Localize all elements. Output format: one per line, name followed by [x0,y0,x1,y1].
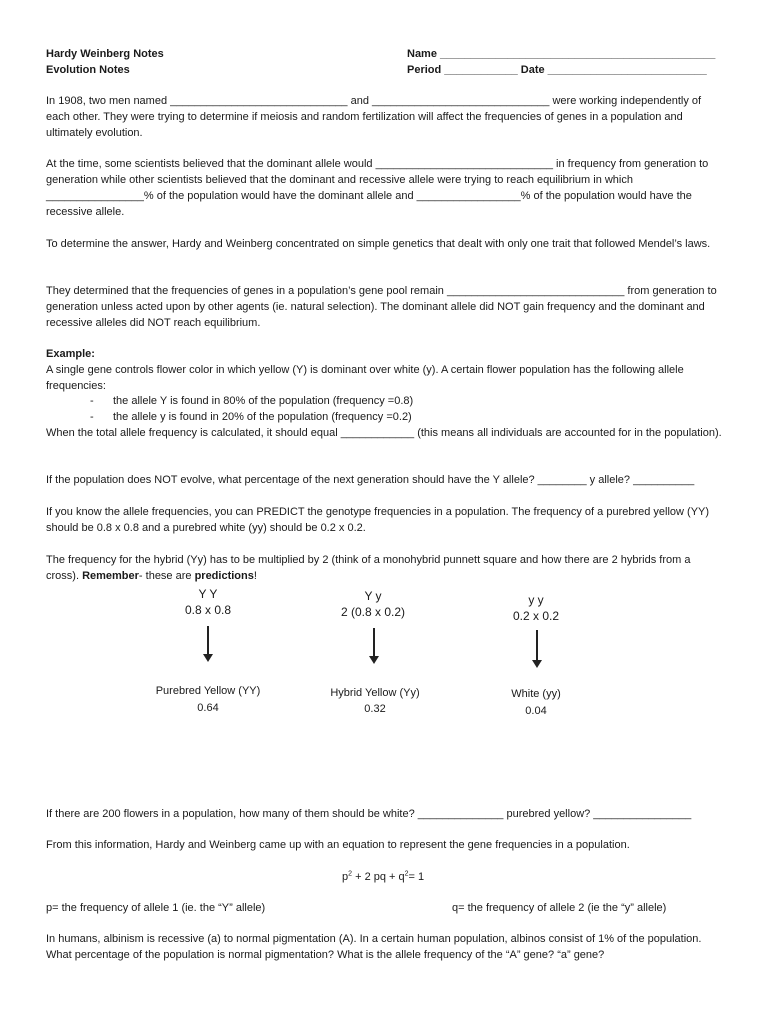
genotype-value-Yy: 0.32 [364,703,386,715]
equation-intro: From this information, Hardy and Weinberg came up with an equation to represent the gene frequencies in a population. [46,839,630,851]
bullet-allele-y: the allele y is found in 20% of the population (frequency =0.2) [113,411,412,423]
eq-p-squared: 2 [348,870,353,878]
genotype-calc-Yy: 2 (0.8 x 0.2) [340,605,406,619]
paragraph-history: In 1908, two men named _____________________________ and _____________________________ were working independently of each other. They were trying to determine if meiosis and random fertilization will affect the frequencies of genes in a population and ultimately evolution. [46,95,702,139]
p-definition: p= the frequency of allele 1 (ie. the “Y” allele) [46,902,266,914]
eq-q-squared: 2 [404,870,409,878]
eq-p: p [342,871,349,883]
question-next-generation: If the population does NOT evolve, what percentage of the next generation should have the Y allele? ________ y allele? __________ [46,474,695,486]
genotype-value-yy: 0.04 [525,705,547,717]
eq-mid: + 2 pq + q [352,871,405,883]
down-arrow-icon [201,626,215,662]
name-field-line: Name _____________________________________________ [407,48,716,60]
hybrid-text: The frequency for the hybrid (Yy) has to be multiplied by 2 (think of a monohybrid punnett square and how there are 2 hybrids from a cross). [46,554,691,582]
example-heading: Example: [46,348,95,360]
hardy-weinberg-equation [342,869,424,885]
period-date-field-line: Period ____________ Date __________________________ [407,64,707,76]
paragraph-method: To determine the answer, Hardy and Weinberg concentrated on simple genetics that dealt with only one trait that followed Mendel’s laws. [46,238,711,250]
q-definition: q= the frequency of allele 2 (ie the “y” allele) [452,902,667,914]
notes-title: Hardy Weinberg Notes [46,48,164,60]
these-are-text: - these are [138,570,195,582]
bullet-dash: - [90,395,94,407]
genotype-calc-yy: 0.2 x 0.2 [512,609,560,623]
down-arrow-icon [530,630,544,668]
exclamation: ! [253,570,257,582]
notes-subtitle: Evolution Notes [46,64,130,76]
bullet-allele-Y: the allele Y is found in 80% of the population (frequency =0.8) [113,395,414,407]
genotype-alleles-Yy: Y y [364,589,382,603]
total-frequency-text: When the total allele frequency is calculated, it should equal ____________ (this means all individuals are accounted for in the population). [46,427,722,439]
eq-end: = 1 [408,871,425,883]
bullet-dash: - [90,411,94,423]
genotype-label-Yy: Hybrid Yellow (Yy) [330,687,420,699]
hybrid-paragraph [46,552,726,584]
remember-label: Remember [82,570,139,582]
predict-paragraph: If you know the allele frequencies, you can PREDICT the genotype frequencies in a population. The frequency of a purebred yellow (YY) should be 0.8 x 0.8 and a purebred white (yy) should be 0.2 x 0.2. [46,506,710,534]
albinism-question: In humans, albinism is recessive (a) to normal pigmentation (A). In a certain human population, albinos consist of 1% of the population. What percentage of the population is normal pigmentation? What is the allele frequency of the “A” gene? “a” gene? [46,933,702,961]
down-arrow-icon [367,628,381,664]
genotype-alleles-yy: y y [528,593,544,607]
paragraph-conclusion: They determined that the frequencies of genes in a population’s gene pool remain _____________________________ from generation to generation unless acted upon by other agents (ie. natural selection). The dominant allele did NOT gain frequency and the dominant and recessive alleles did NOT reach equilibrium. [46,285,717,329]
genotype-label-YY: Purebred Yellow (YY) [155,685,261,697]
genotype-alleles-YY: Y Y [198,587,218,601]
question-flowers: If there are 200 flowers in a population, how many of them should be white? ______________ purebred yellow? ________________ [46,808,692,820]
genotype-label-yy: White (yy) [511,688,561,700]
paragraph-belief: At the time, some scientists believed that the dominant allele would _____________________________ in frequency from generation to generation while other scientists believed that the dominant and recessive allele were trying to reach equilibrium in which ________________% of the population would have the dominant allele and _________________% of the population would have the recessive allele. [46,158,709,218]
predictions-label: predictions [194,570,254,582]
genotype-value-YY: 0.64 [197,702,219,714]
genotype-calc-YY: 0.8 x 0.8 [184,603,232,617]
example-intro: A single gene controls flower color in which yellow (Y) is dominant over white (y). A certain flower population has the following allele frequencies: [46,364,684,392]
